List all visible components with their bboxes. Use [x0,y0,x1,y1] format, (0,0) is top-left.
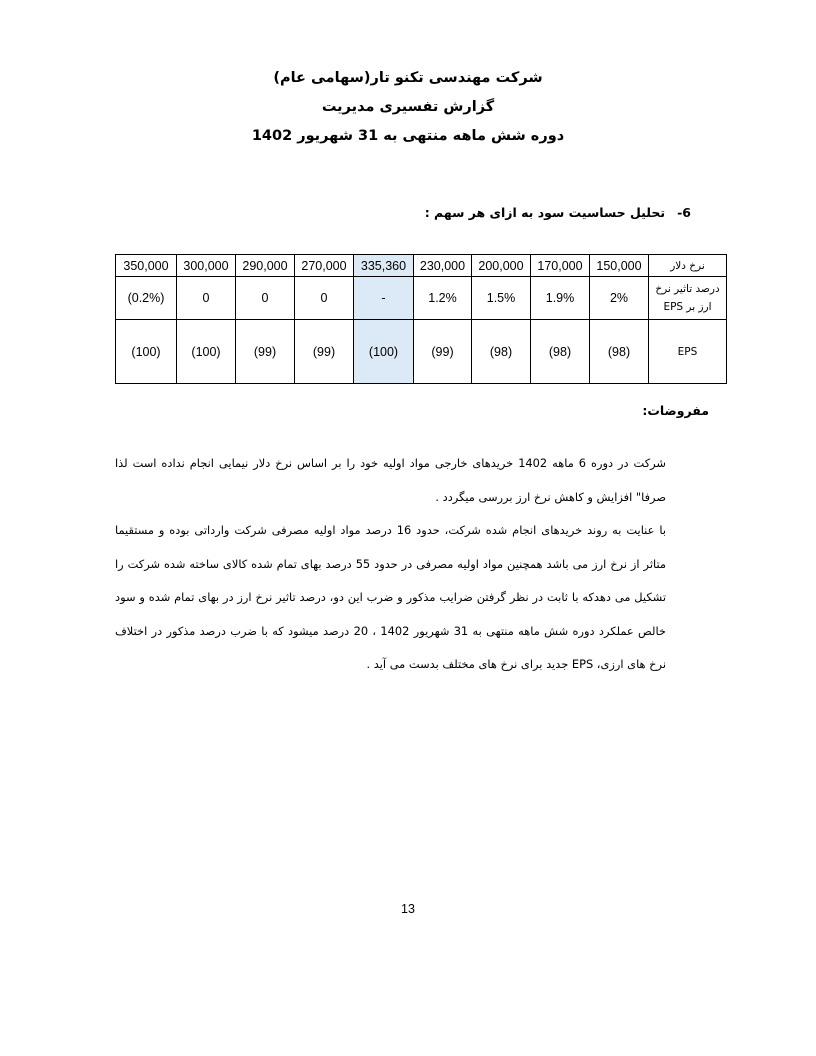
company-name: شرکت مهندسی تکنو تار(سهامی عام) [273,70,543,86]
table-cell: (98) [590,320,649,384]
table-cell: (99) [414,320,472,384]
sensitivity-table [115,254,727,384]
table-cell: 350,000 [116,255,177,277]
report-period: دوره شش ماهه منتهی به 31 شهریور 1402 [251,128,565,144]
table-cell: 200,000 [472,255,531,277]
table-cell: 270,000 [295,255,354,277]
assumptions-paragraph: شرکت در دوره 6 ماهه 1402 خریدهای خارجی مواد اولیه خود را بر اساس نرخ دلار نیمایی انجام نداده است لذا صرفا" افزایش و کاهش نرخ ارز بررسی میگردد . [115,456,666,504]
table-cell: 2% [590,277,649,320]
table-cell: 0 [177,277,236,320]
table-cell: (100) [177,320,236,384]
assumptions-body [115,447,666,682]
table-cell: (98) [472,320,531,384]
table-cell: 1.2% [414,277,472,320]
table-cell: (99) [295,320,354,384]
table-cell: 170,000 [531,255,590,277]
table-cell: 0 [236,277,295,320]
assumptions-paragraph: با عنایت به روند خریدهای انجام شده شرکت، حدود 16 درصد مواد اولیه مصرفی شرکت وارداتی بوده و مستقیما متاثر از نرخ ارز می باشد همچنین مواد اولیه مصرفی در حدود 55 درصد بهای تمام شده کالای ساخته شده شرکت را تشکیل می دهدکه با ثابت در نظر گرفتن ضرایب مذکور و ضرب این دو، درصد تاثیر نرخ ارز در بهای تمام شده و سود خالص عملکرد دوره شش ماهه منتهی به 31 شهریور 1402 ، 20 درصد میشود که با ضرب درصد مذکور در اختلاف نرخ های ارزی، EPS جدید برای نرخ های مختلف بدست می آید . [115,523,666,671]
table-row-impact [116,277,727,320]
section-title: تحلیل حساسیت سود به ازای هر سهم : [424,205,666,220]
report-title: گزارش تفسیری مدیریت [321,99,495,115]
table-cell: 1.5% [472,277,531,320]
table-cell: 150,000 [590,255,649,277]
table-cell: 290,000 [236,255,295,277]
table-cell-current: - [354,277,414,320]
section-number: 6- [677,205,691,220]
row-label-eps: EPS [649,320,727,384]
table-cell: (100) [116,320,177,384]
assumptions-heading: مفروضات: [642,403,709,418]
table-cell: 230,000 [414,255,472,277]
report-header [0,64,816,151]
table-cell: 0 [295,277,354,320]
table-cell: (0.2%) [116,277,177,320]
table-cell: 1.9% [531,277,590,320]
row-label-impact: درصد تاثیر نرخ ارز بر EPS [649,277,727,320]
row-label-rate: نرخ دلار [649,255,727,277]
table-row-eps [116,320,727,384]
table-cell: 300,000 [177,255,236,277]
table-cell: (99) [236,320,295,384]
page-number: 13 [401,902,415,916]
section-heading [425,205,691,220]
table-row-rate [116,255,727,277]
table-cell-current: (100) [354,320,414,384]
table-cell: (98) [531,320,590,384]
table-cell-current: 335,360 [354,255,414,277]
